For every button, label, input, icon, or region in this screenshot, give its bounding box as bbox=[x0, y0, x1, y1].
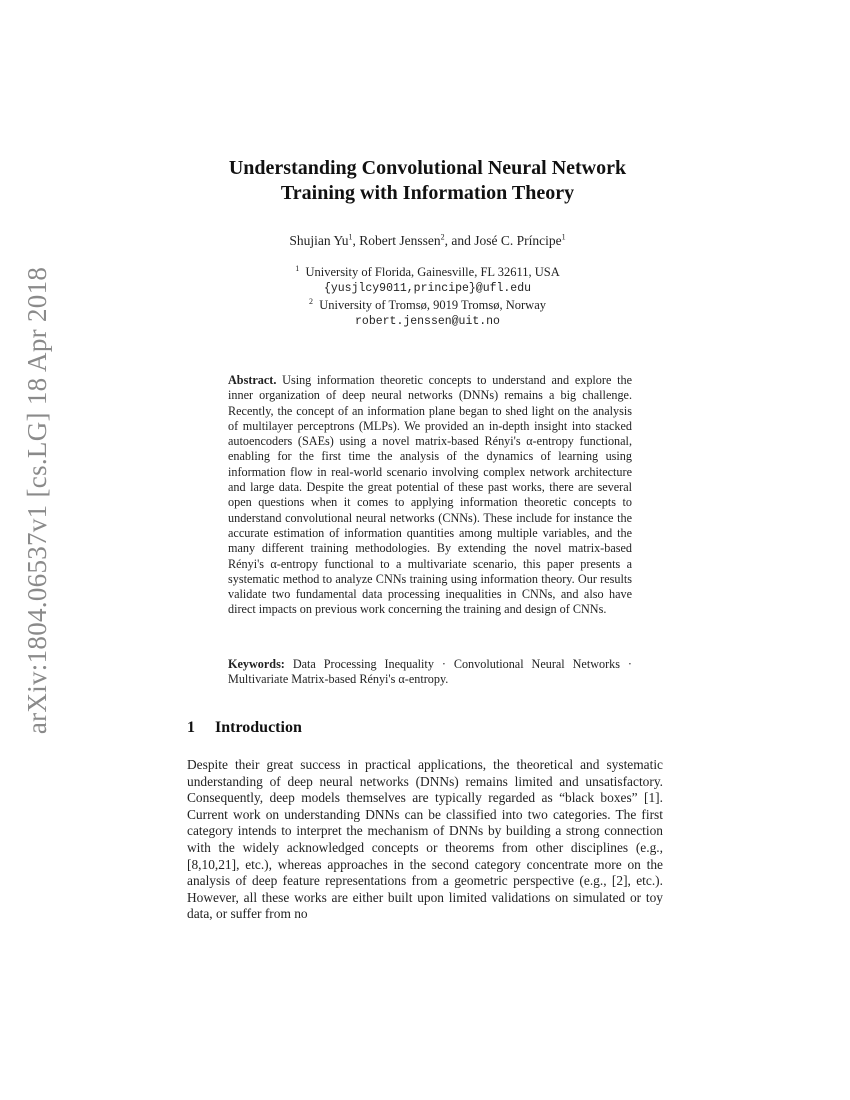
section-title: Introduction bbox=[215, 719, 302, 736]
title-line-2: Training with Information Theory bbox=[280, 182, 575, 204]
author-affil-mark: 1 bbox=[348, 232, 353, 242]
affiliation-institution: University of Tromsø, 9019 Tromsø, Norway bbox=[319, 298, 546, 312]
affiliation-institution: University of Florida, Gainesville, FL 32611, USA bbox=[305, 265, 560, 279]
author-affil-mark: 2 bbox=[440, 232, 445, 242]
affiliation-1 bbox=[150, 264, 705, 281]
author-separator: , and bbox=[444, 233, 475, 248]
affiliation-mark: 1 bbox=[295, 263, 300, 273]
author-list bbox=[150, 233, 705, 249]
keywords-text: Data Processing Inequality · Convolutional Neural Networks · Multivariate Matrix-based Rényi's α-entropy. bbox=[228, 657, 632, 687]
author-name: José C. Príncipe bbox=[474, 233, 562, 248]
arxiv-identifier-stamp bbox=[20, 266, 56, 734]
section-number: 1 bbox=[187, 719, 195, 736]
section-heading-introduction bbox=[187, 719, 302, 737]
arxiv-stamp-text: arXiv:1804.06537v1 [cs.LG] 18 Apr 2018 bbox=[22, 266, 53, 734]
keywords-label: Keywords: bbox=[228, 657, 285, 671]
author-separator: , bbox=[352, 233, 360, 248]
author-name: Shujian Yu bbox=[289, 233, 349, 248]
abstract-label: Abstract. bbox=[228, 373, 277, 387]
affiliation-mark: 2 bbox=[308, 296, 313, 306]
abstract-text: Using information theoretic concepts to understand and explore the inner organization of deep neural networks (DNNs) remains a big challenge. Recently, the concept of an information plane began to shed light on the analysis of multilayer perceptrons (MLPs). We provided an in-depth insight into stacked autoencoders (SAEs) using a novel matrix-based Rényi's α-entropy functional, enabling for the first time the analysis of the dynamics of learning using information flow in real-world scenario involving complex network architecture and large data. Despite the great potential of these past works, there are several open questions when it comes to applying information theoretic concepts to understand convolutional neural networks (CNNs). These include for instance the accurate estimation of information quantities among multiple variables, and the many different training methodologies. By extending the novel matrix-based Rényi's α-entropy functional to a multivariate scenario, this paper presents a systematic method to analyze CNNs training using information theory. Our results validate two fundamental data processing inequalities in CNNs, and also have direct impacts on previous work concerning the training and design of CNNs. bbox=[228, 373, 633, 617]
abstract bbox=[228, 373, 632, 618]
affiliations bbox=[150, 264, 705, 330]
affiliation-email: robert.jenssen@uit.no bbox=[355, 314, 500, 328]
author-affil-mark: 1 bbox=[561, 232, 566, 242]
author-name: Robert Jenssen bbox=[359, 233, 441, 248]
affiliation-2 bbox=[150, 297, 705, 314]
introduction-paragraph: Despite their great success in practical applications, the theoretical and systematic understanding of deep neural networks (DNNs) remains limited and unsatisfactory. Consequently, deep models themselves are typically regarded as “black boxes” [1]. Current work on understanding DNNs can be classified into two categories. The first category intends to interpret the mechanism of DNNs by building a strong connection with the widely acknowledged concepts or theorems from other disciplines (e.g., [8,10,21], etc.), whereas approaches in the second category concentrate more on the analysis of deep feature representations from a geometric perspective (e.g., [2], etc.). However, all these works are either built upon limited validations on simulated or toy data, or suffer from no bbox=[187, 757, 663, 922]
title-line-1: Understanding Convolutional Neural Network bbox=[228, 157, 627, 179]
affiliation-email: {yusjlcy9011,principe}@ufl.edu bbox=[323, 281, 532, 295]
paper-title bbox=[150, 156, 705, 206]
keywords bbox=[228, 657, 632, 688]
